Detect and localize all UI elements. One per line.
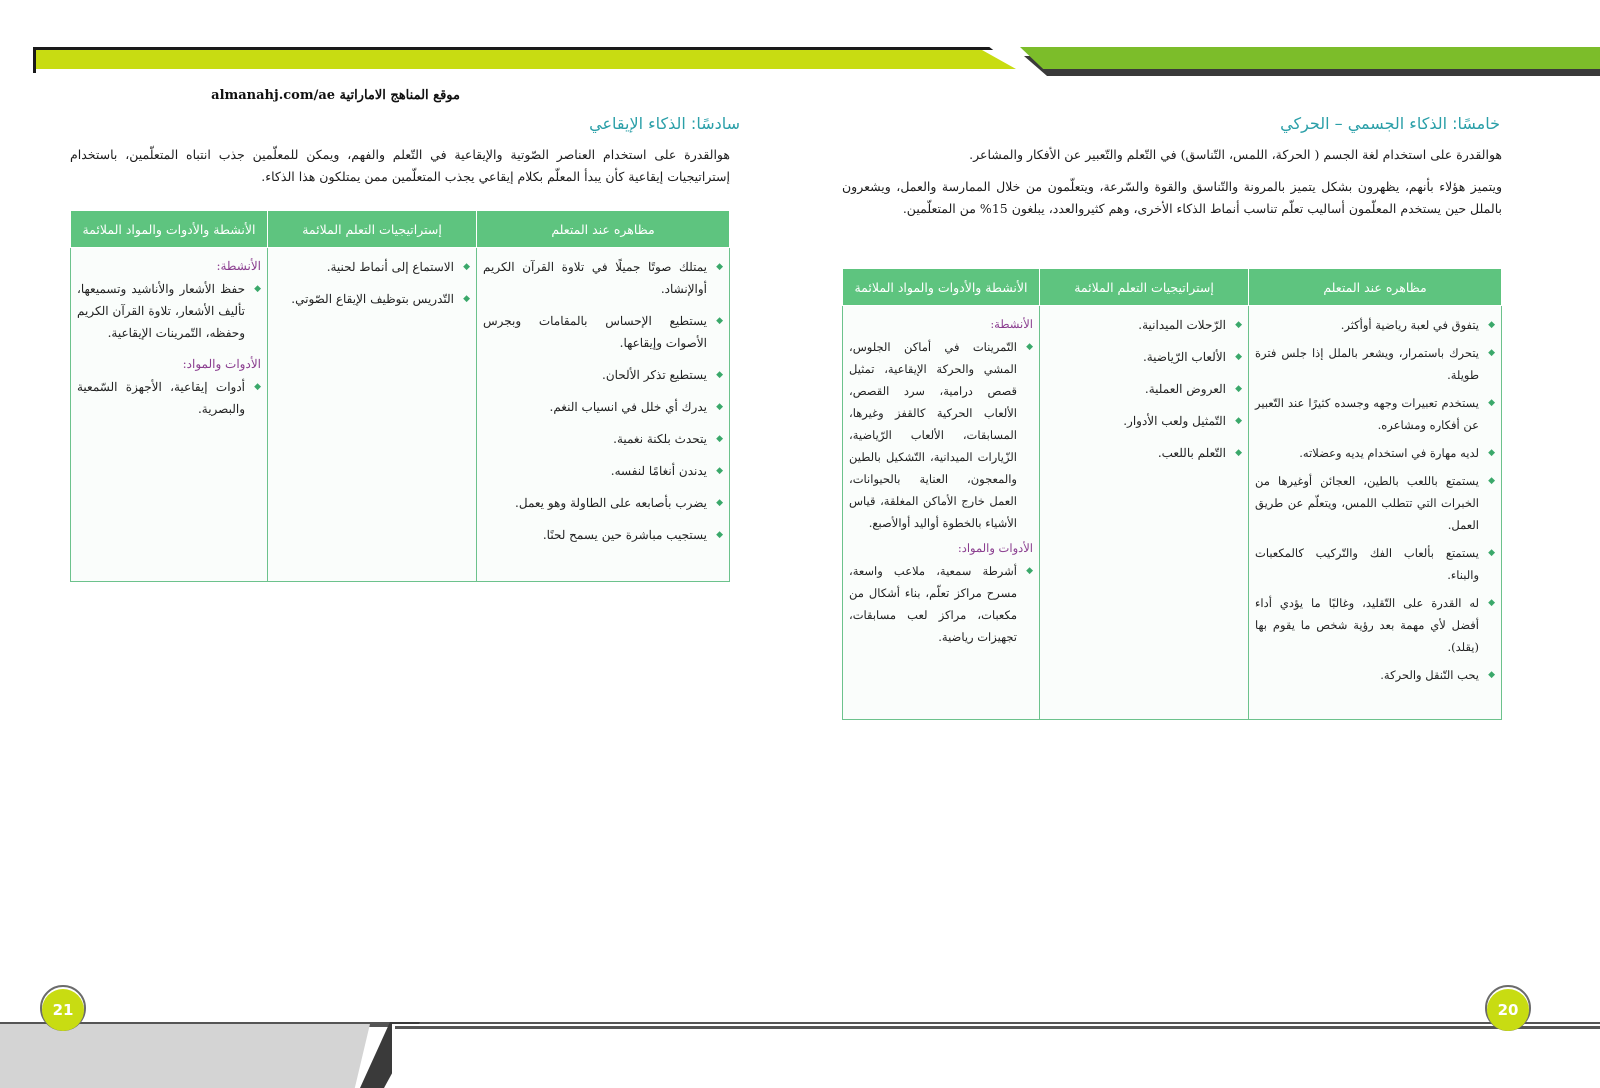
list-item: ◆ حفظ الأشعار والأناشيد وتسميعها، تأليف الأشعار، تلاوة القرآن الكريم وحفظه، التّمرينات الإيقاعية. — [77, 278, 261, 344]
right-manifestations-cell — [1249, 306, 1502, 720]
left-activities-cell — [71, 248, 268, 582]
page-number-right: 20 — [1487, 989, 1529, 1031]
list-item: ◆ يتفوق في لعبة رياضية أوأكثر. — [1255, 314, 1495, 336]
list-item: ◆ أدوات إيقاعية، الأجهزة السّمعية والبصرية. — [77, 376, 261, 420]
left-strategies-cell — [268, 248, 477, 582]
list-item: ◆ لديه مهارة في استخدام يديه وعضلاته. — [1255, 442, 1495, 464]
page-number-left: 21 — [42, 989, 84, 1031]
website-watermark: موقع المناهج الاماراتية almanahj.com/ae — [211, 88, 460, 103]
tools-label: الأدوات والمواد: — [957, 541, 1033, 555]
list-item: ◆ يستخدم تعبيرات وجهه وجسده كثيرًا عند التّعبير عن أفكاره ومشاعره. — [1255, 392, 1495, 436]
list-item: ◆ التّمرينات في أماكن الجلوس، المشي والحركة الإيقاعية، تمثيل قصص درامية، سرد القصص، الألعاب الحركية كالقفز وغيرها، المسابقات، الألعاب الرّياضية، الزّيارات الميدانية، التّشكيل بالطين والمعجون، العناية بالحيوانات، العمل خارج الأماكن المغلقة، قياس الأشياء بالخطوة أواليد أوالأصبع. — [849, 336, 1033, 534]
left-heading: سادسًا: الذكاء الإيقاعي — [589, 114, 740, 133]
tools-label: الأدوات والمواد: — [182, 357, 261, 371]
top-band-right — [1020, 47, 1600, 69]
list-item: ◆ التّدريس بتوظيف الإيقاع الصّوتي. — [274, 288, 470, 310]
right-table — [842, 268, 1502, 720]
left-th-manifestations: مظاهره عند المتعلم — [477, 211, 730, 248]
right-strategies-cell — [1040, 306, 1249, 720]
bottom-gray-shard — [0, 1024, 370, 1088]
list-item: ◆ العروض العملية. — [1046, 378, 1242, 400]
right-activities-cell — [843, 306, 1040, 720]
left-intro: هوالقدرة على استخدام العناصر الصّوتية والإيقاعية في التّعلم والفهم، ويمكن للمعلّمين جذب انتباه المتعلّمين، باستخدام إستراتيجيات إيقاعية كأن يبدأ المعلّم بكلام إيقاعي يجذب المتعلّمين ممن يمتلكون هذا الذكاء. — [70, 147, 730, 184]
list-item: ◆ يتحرك باستمرار، ويشعر بالملل إذا جلس فترة طويلة. — [1255, 342, 1495, 386]
list-item: ◆ يضرب بأصابعه على الطاولة وهو يعمل. — [483, 492, 723, 514]
list-item: ◆ يحب التّنقل والحركة. — [1255, 664, 1495, 686]
list-item: ◆ الاستماع إلى أنماط لحنية. — [274, 256, 470, 278]
left-th-strategies: إستراتيجيات التعلم الملائمة — [268, 211, 477, 248]
right-th-activities: الأنشطة والأدوات والمواد الملائمة — [843, 269, 1040, 306]
list-item: ◆ التّمثيل ولعب الأدوار. — [1046, 410, 1242, 432]
list-item: ◆ الألعاب الرّياضية. — [1046, 346, 1242, 368]
list-item: ◆ يستطيع تذكر الألحان. — [483, 364, 723, 386]
list-item: ◆ الرّحلات الميدانية. — [1046, 314, 1242, 336]
list-item: ◆ يمتلك صوتًا جميلًا في تلاوة القرآن الكريم أوالإنشاد. — [483, 256, 723, 300]
left-th-activities: الأنشطة والأدوات والمواد الملائمة — [71, 211, 268, 248]
activities-label: الأنشطة: — [216, 259, 261, 273]
right-intro-1: هوالقدرة على استخدام لغة الجسم ( الحركة، اللمس، التّناسق) في التّعلم والتّعبير عن الأفكار والمشاعر. — [969, 147, 1502, 162]
list-item: ◆ يدندن أنغامًا لنفسه. — [483, 460, 723, 482]
list-item: ◆ يدرك أي خلل في انسياب النغم. — [483, 396, 723, 418]
list-item: ◆ يتحدث بلكنة نغمية. — [483, 428, 723, 450]
list-item: ◆ أشرطة سمعية، ملاعب واسعة، مسرح مراكز تعلّم، بناء أشكال من مكعبات، مراكز لعب مسابقات، تجهيزات رياضية. — [849, 560, 1033, 648]
list-item: ◆ يستجيب مباشرة حين يسمح لحنًا. — [483, 524, 723, 546]
bottom-white-area — [392, 1024, 1600, 1088]
activities-label: الأنشطة: — [990, 317, 1033, 331]
right-intro-2: ويتميز هؤلاء بأنهم، يظهرون بشكل يتميز بالمرونة والتّناسق والقوة والسّرعة، ويتعلّمون من خلال الممارسة والعمل، ويشعرون بالملل حين يستخدم المعلّمون أساليب تعلّم تناسب أنماط الذكاء الأخرى، وهم كثيروالعدد، يبلغون 15% من المتعلّمين. — [842, 179, 1502, 216]
list-item: ◆ التّعلم باللعب. — [1046, 442, 1242, 464]
right-heading: خامسًا: الذكاء الجسمي – الحركي — [1280, 114, 1500, 133]
left-manifestations-cell — [477, 248, 730, 582]
top-band-left-border — [33, 47, 1023, 73]
list-item: ◆ يستمتع باللعب بالطين، العجائن أوغيرها من الخبرات التي تتطلب اللمس، ويتعلّم عن طريق العمل. — [1255, 470, 1495, 536]
list-item: ◆ يستمتع بألعاب الفك والتّركيب كالمكعبات والبناء. — [1255, 542, 1495, 586]
bottom-line — [395, 1026, 1600, 1029]
left-table — [70, 210, 730, 582]
list-item: ◆ يستطيع الإحساس بالمقامات وبجرس الأصوات وإيقاعها. — [483, 310, 723, 354]
list-item: ◆ له القدرة على التّقليد، وغالبًا ما يؤدي أداء أفضل لأي مهمة بعد رؤية شخص ما يقوم بها (يقلد). — [1255, 592, 1495, 658]
right-th-manifestations: مظاهره عند المتعلم — [1249, 269, 1502, 306]
right-th-strategies: إستراتيجيات التعلم الملائمة — [1040, 269, 1249, 306]
